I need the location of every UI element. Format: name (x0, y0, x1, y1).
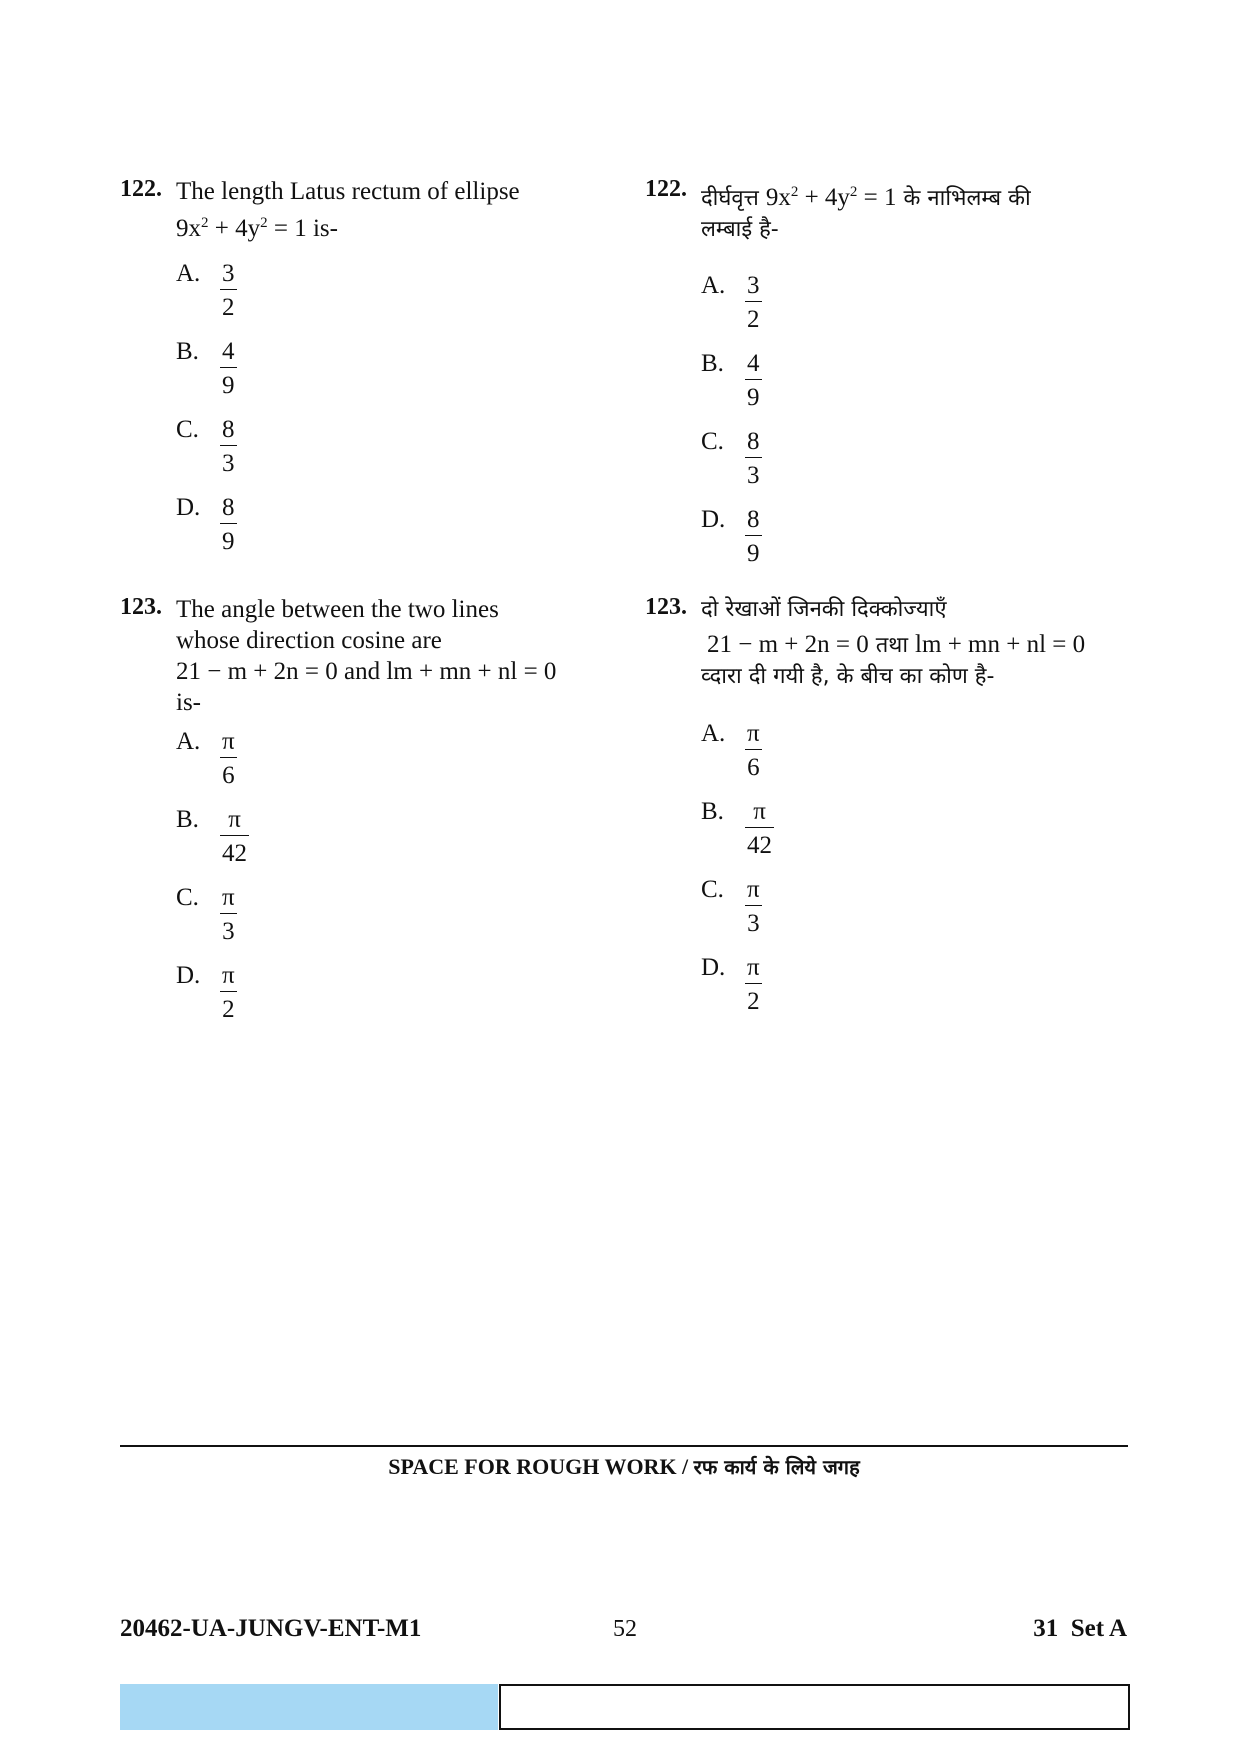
paper-code: 20462-UA-JUNGV-ENT-M1 (120, 1615, 422, 1642)
question-123-hi: 123. दो रेखाओं जिनकी दिक्कोज्याएँ 21 − m + 2n = 0 तथा lm + mn + nl = 0 व्दारा दी गयी है, के बीच का कोण है- A. $\frac{\pi}{6}$ B. $\frac{\pi}{42}$ C. $\frac{\pi}{3}$ D. $\frac{\pi}{2}$ (645, 594, 1086, 1015)
fraction: $\frac{4}{9}$ (747, 350, 760, 411)
footer-box (499, 1684, 1130, 1730)
blue-bar (120, 1684, 498, 1730)
fraction: $\frac{\pi}{6}$ (747, 720, 760, 781)
fraction: $\frac{8}{9}$ (747, 506, 760, 567)
question-stem: The angle between the two lines whose direction cosine are 21 − m + 2n = 0 and lm + mn + nl = 0 is- (176, 596, 557, 716)
question-stem: दो रेखाओं जिनकी दिक्कोज्याएँ 21 − m + 2n = 0 तथा lm + mn + nl = 0 व्दारा दी गयी है, के बीच का कोण है- (701, 597, 1086, 689)
fraction: $\frac{\pi}{3}$ (747, 876, 760, 937)
question-number: 123. (645, 594, 687, 620)
fraction: $\frac{8}{3}$ (747, 428, 760, 489)
question-stem: The length Latus rectum of ellipse $9x^2 + 4y^2 = 1$ is- (176, 178, 520, 242)
fraction: $\frac{\pi}{42}$ (747, 798, 772, 859)
fraction: $\frac{\pi}{6}$ (222, 728, 235, 789)
fraction: $\frac{\pi}{3}$ (222, 884, 235, 945)
fraction: $\frac{8}{3}$ (222, 416, 235, 477)
fraction: $\frac{4}{9}$ (222, 338, 235, 399)
question-123-en: 123. The angle between the two lines whose direction cosine are 21 − m + 2n = 0 and lm + mn + nl = 0 is- A. $\frac{\pi}{6}$ B. $\frac{\pi}{42}$ C. $\frac{\pi}{3}$ D. $\frac{\pi}{2}$ (120, 594, 557, 1023)
fraction: $\frac{3}{2}$ (747, 272, 760, 333)
fraction: $\frac{8}{9}$ (222, 494, 235, 555)
question-number: 122. (120, 176, 162, 202)
set-label: 31 Set A (1033, 1615, 1127, 1642)
rough-work-heading: SPACE FOR ROUGH WORK / रफ कार्य के लिये जगह (388, 1454, 860, 1479)
question-122-hi: 122. दीर्घवृत्त $9x^2 + 4y^2 = 1$ के नाभिलम्ब की लम्बाई है- A. $\frac{3}{2}$ B. $\frac{4}{9}$ C. $\frac{8}{3}$ D. $\frac{8}{9}$ (645, 176, 1031, 567)
fraction: $\frac{3}{2}$ (222, 260, 235, 321)
fraction: $\frac{\pi}{42}$ (222, 806, 247, 867)
divider (120, 1445, 1128, 1447)
question-stem: दीर्घवृत्त $9x^2 + 4y^2 = 1$ के नाभिलम्ब की लम्बाई है- (701, 184, 1031, 242)
page-number: 52 (613, 1616, 637, 1642)
question-122-en: 122. The length Latus rectum of ellipse $9x^2 + 4y^2 = 1$ is- A. $\frac{3}{2}$ B. $\frac{4}{9}$ C. $\frac{8}{3}$ D. $\frac{8}{9}$ (120, 176, 520, 555)
question-number: 122. (645, 176, 687, 202)
fraction: $\frac{\pi}{2}$ (747, 954, 760, 1015)
fraction: $\frac{\pi}{2}$ (222, 962, 235, 1023)
question-number: 123. (120, 594, 162, 620)
question-equation: $9x^2 + 4y^2 = 1$ is- (176, 215, 338, 242)
